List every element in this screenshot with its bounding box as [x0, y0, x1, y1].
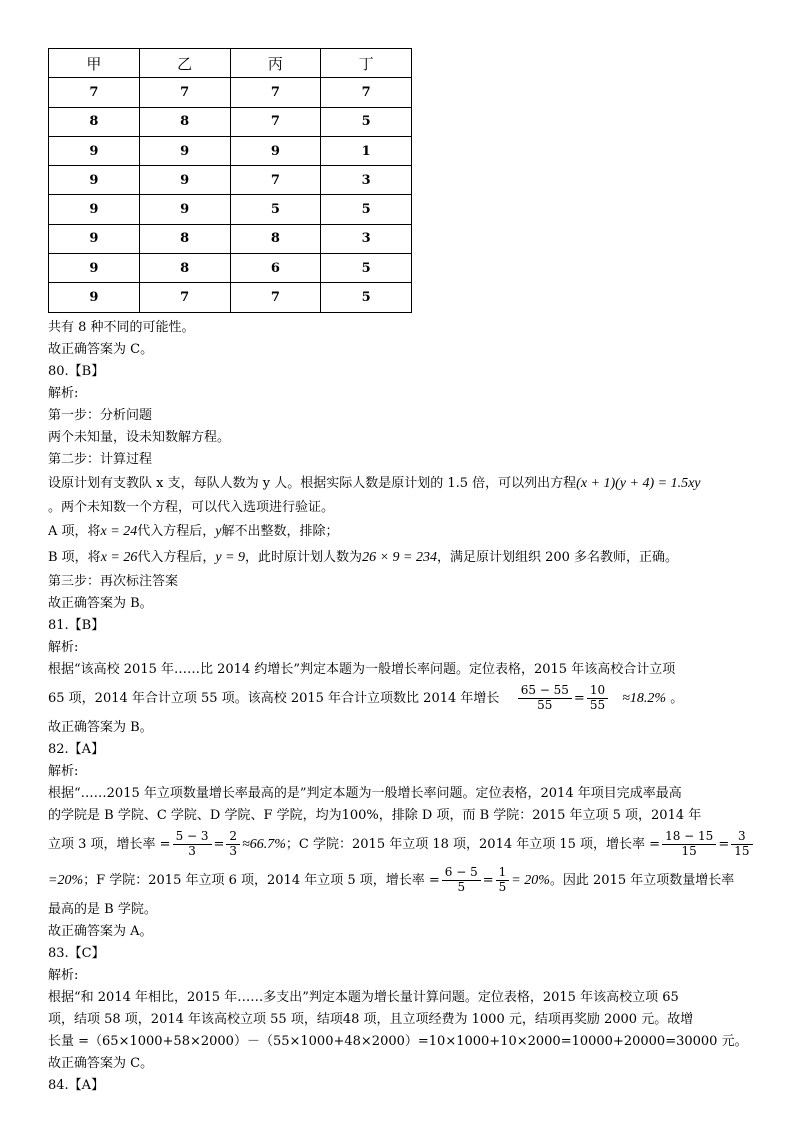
table-cell: 7 — [230, 78, 321, 107]
q83-text1: 根据“和 2014 年相比，2015 年……多支出”判定本题为增长量计算问题。定位表格，2015 年该高校立项 65 — [48, 989, 679, 1005]
table-cell: 9 — [49, 224, 140, 253]
table-row — [49, 224, 412, 253]
q80-step2: 第二步：计算过程 — [48, 451, 153, 467]
q82-text-end: 最高的是 B 学院。 — [48, 901, 157, 917]
q80-answer: 故正确答案为 B。 — [48, 595, 153, 611]
q80-setup2: 。两个未知数一个方程，可以代入选项进行验证。 — [48, 499, 335, 515]
table-cell: 8 — [49, 107, 140, 136]
q80-equation: (x + 1)(y + 4) = 1.5xy — [576, 475, 701, 491]
q81-text2: 65 项，2014 年合计立项 55 项。该高校 2015 年合计立项数比 2014 年增长 $\frac{65 - 55}{55}$ = $\frac{10}{55}$ ≈18.2% 。 — [48, 683, 684, 712]
table-header-cell: 丁 — [321, 49, 412, 78]
table-cell: 9 — [49, 136, 140, 165]
q80-step3: 第三步：再次标注答案 — [48, 573, 179, 589]
table-cell: 7 — [230, 283, 321, 312]
q82-text2: 的学院是 B 学院、C 学院、D 学院、F 学院，均为100%，排除 D 项，而 B 学院：2015 年立项 5 项，2014 年 — [48, 807, 702, 823]
q81-header: 81.【B】 — [48, 617, 105, 633]
q82-answer: 故正确答案为 A。 — [48, 923, 153, 939]
table-cell: 9 — [230, 136, 321, 165]
q81-fraction-1: $\frac{65 - 55}{55}$ — [518, 684, 572, 711]
table-row — [49, 283, 412, 312]
q81-text1: 根据“该高校 2015 年……比 2014 约增长”判定本题为一般增长率问题。定位表格，2015 年该高校合计立项 — [48, 661, 676, 677]
q82-text1: 根据“……2015 年立项数量增长率最高的是”判定本题为一般增长率问题。定位表格，2014 年项目完成率最高 — [48, 785, 682, 801]
table-body — [49, 49, 412, 313]
table-cell: 8 — [230, 224, 321, 253]
q83-header: 83.【C】 — [48, 945, 105, 961]
table-header-cell: 甲 — [49, 49, 140, 78]
table-header-cell: 乙 — [139, 49, 230, 78]
table-cell: 9 — [49, 254, 140, 283]
q82-line-f: =20%；F 学院：2015 年立项 6 项，2014 年立项 5 项，增长率 = $\frac{6 - 5}{5}$ = $\frac{1}{5}$ = 20%。因此 2015 年立项数量增长率 — [48, 865, 735, 894]
table-cell: 3 — [321, 224, 412, 253]
q80-option-a: A 项，将x = 24代入方程后，y解不出整数，排除； — [48, 523, 339, 539]
q82-analysis-label: 解析: — [48, 763, 79, 779]
table-cell: 7 — [230, 166, 321, 195]
table-cell: 6 — [230, 254, 321, 283]
table-cell: 3 — [321, 166, 412, 195]
table-row — [49, 254, 412, 283]
table-cell: 9 — [139, 166, 230, 195]
q80-step1: 第一步：分析问题 — [48, 407, 153, 423]
q83-text3: 长量 =（65×1000+58×2000）－（55×1000+48×2000）=10×1000+10×2000=10000+20000=30000 元。 — [48, 1033, 748, 1049]
table-cell: 7 — [139, 78, 230, 107]
q81-fraction-2: $\frac{10}{55}$ — [587, 684, 608, 711]
table-row — [49, 195, 412, 224]
table-header-cell: 丙 — [230, 49, 321, 78]
table-cell: 8 — [139, 254, 230, 283]
table-cell: 5 — [321, 254, 412, 283]
table-cell: 5 — [321, 195, 412, 224]
q79-answer: 故正确答案为 C。 — [48, 341, 154, 357]
q82-header: 82.【A】 — [48, 741, 105, 757]
table-cell: 7 — [230, 107, 321, 136]
table-cell: 8 — [139, 107, 230, 136]
table-cell: 9 — [49, 166, 140, 195]
table-cell: 5 — [230, 195, 321, 224]
q79-summary: 共有 8 种不同的可能性。 — [48, 319, 195, 335]
table-row — [49, 136, 412, 165]
q84-header: 84.【A】 — [48, 1077, 105, 1093]
table-cell: 5 — [321, 283, 412, 312]
possibility-table — [48, 48, 412, 313]
q81-answer: 故正确答案为 B。 — [48, 719, 153, 735]
table-cell: 5 — [321, 107, 412, 136]
table-cell: 9 — [139, 136, 230, 165]
q81-analysis-label: 解析: — [48, 639, 79, 655]
q83-answer: 故正确答案为 C。 — [48, 1055, 154, 1071]
table-header-row — [49, 49, 412, 78]
table-cell: 8 — [139, 224, 230, 253]
table-row — [49, 78, 412, 107]
q80-analysis-label: 解析: — [48, 385, 79, 401]
table-cell: 7 — [321, 78, 412, 107]
q80-setup: 设原计划有支教队 x 支，每队人数为 y 人。根据实际人数是原计划的 1.5 倍，可以列出方程(x + 1)(y + 4) = 1.5xy — [48, 475, 701, 491]
table-cell: 1 — [321, 136, 412, 165]
document-page — [48, 48, 760, 1097]
q80-header: 80.【B】 — [48, 363, 105, 379]
table-row — [49, 166, 412, 195]
q83-text2: 项，结项 58 项，2014 年该高校立项 55 项，结项48 项，且立项经费为 1000 元，结项再奖励 2000 元。故增 — [48, 1011, 694, 1027]
q80-option-b: B 项，将x = 26代入方程后，y = 9，此时原计划人数为26 × 9 = 234，满足原计划组织 200 多名教师，正确。 — [48, 549, 679, 565]
q83-analysis-label: 解析: — [48, 967, 79, 983]
table-cell: 7 — [139, 283, 230, 312]
table-cell: 7 — [49, 78, 140, 107]
q82-line-b-c: 立项 3 项，增长率 = $\frac{5 - 3}{3}$ = $\frac{2}{3}$ ≈66.7%；C 学院：2015 年立项 18 项，2014 年立项 15 项，增长率 = $\frac{18 - 15}{15}$ = $\frac{3}{15}$ — [48, 827, 760, 863]
table-cell: 9 — [49, 283, 140, 312]
table-row — [49, 107, 412, 136]
table-cell: 9 — [139, 195, 230, 224]
q80-step1-text: 两个未知量，设未知数解方程。 — [48, 429, 231, 445]
table-cell: 9 — [49, 195, 140, 224]
